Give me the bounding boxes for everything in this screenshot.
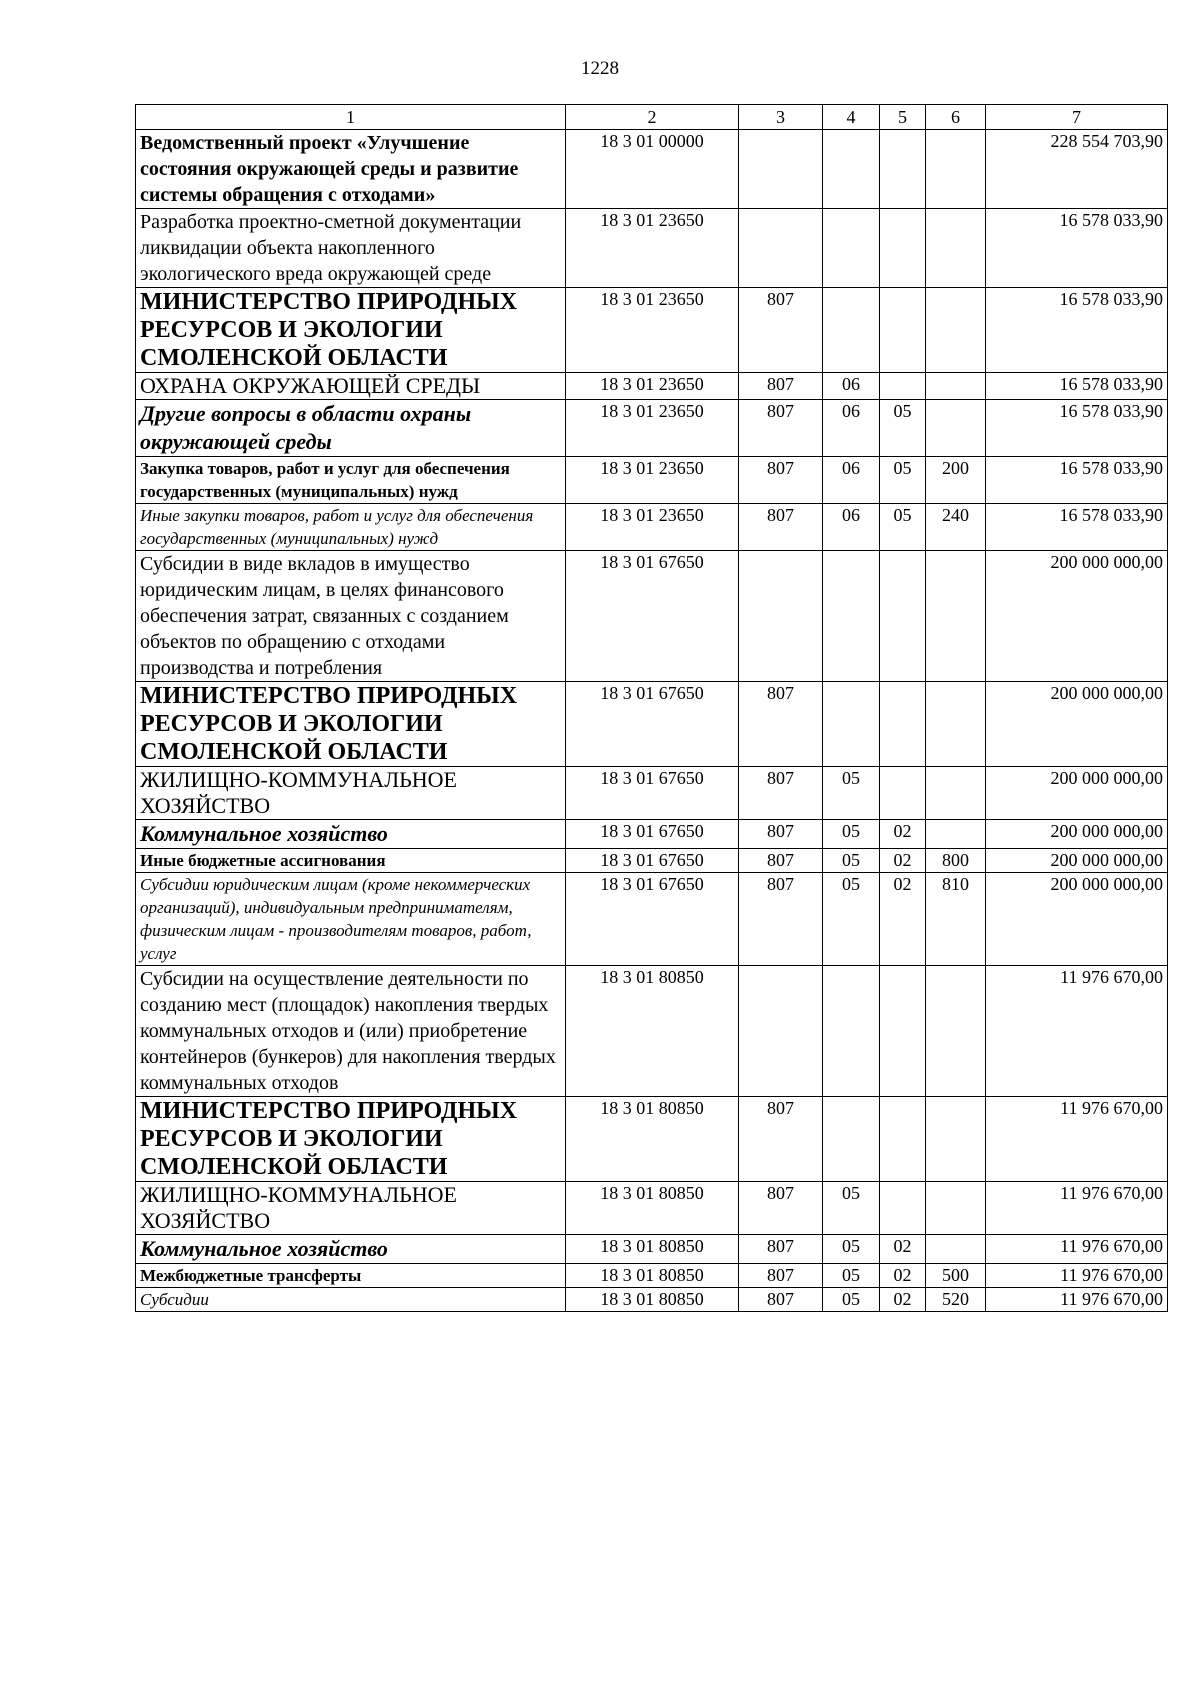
row-section-code: 05 [823, 1182, 880, 1235]
row-section-code: 06 [823, 457, 880, 504]
row-expense-type [926, 130, 986, 209]
row-section-code [823, 130, 880, 209]
table-row [136, 1182, 1168, 1235]
table-body [136, 130, 1168, 1312]
header-col-5: 5 [880, 105, 926, 130]
row-name: МИНИСТЕРСТВО ПРИРОДНЫХ РЕСУРСОВ И ЭКОЛОГИИ СМОЛЕНСКОЙ ОБЛАСТИ [136, 682, 566, 767]
table-row [136, 682, 1168, 767]
row-name: МИНИСТЕРСТВО ПРИРОДНЫХ РЕСУРСОВ И ЭКОЛОГИИ СМОЛЕНСКОЙ ОБЛАСТИ [136, 288, 566, 373]
row-subsection-code [880, 209, 926, 288]
row-target-code: 18 3 01 00000 [566, 130, 739, 209]
row-amount: 11 976 670,00 [986, 966, 1168, 1097]
row-ministry-code: 807 [739, 504, 823, 551]
row-section-code: 05 [823, 873, 880, 966]
row-ministry-code [739, 551, 823, 682]
row-amount: 11 976 670,00 [986, 1288, 1168, 1312]
row-amount: 200 000 000,00 [986, 873, 1168, 966]
row-name: Субсидии на осуществление деятельности по созданию мест (площадок) накопления твердых коммунальных отходов и (или) приобретение контейнеров (бункеров) для накопления твердых коммунальных отходов [136, 966, 566, 1097]
row-section-code: 05 [823, 849, 880, 873]
row-expense-type [926, 551, 986, 682]
table-row [136, 373, 1168, 400]
row-amount: 200 000 000,00 [986, 767, 1168, 820]
row-expense-type: 200 [926, 457, 986, 504]
row-expense-type [926, 1235, 986, 1264]
row-ministry-code: 807 [739, 873, 823, 966]
row-target-code: 18 3 01 23650 [566, 504, 739, 551]
table-row [136, 820, 1168, 849]
row-target-code: 18 3 01 80850 [566, 1264, 739, 1288]
row-amount: 16 578 033,90 [986, 457, 1168, 504]
row-ministry-code: 807 [739, 1264, 823, 1288]
row-expense-type [926, 373, 986, 400]
row-section-code [823, 209, 880, 288]
row-subsection-code: 02 [880, 1288, 926, 1312]
row-ministry-code: 807 [739, 373, 823, 400]
table-row [136, 551, 1168, 682]
row-section-code: 05 [823, 1264, 880, 1288]
header-col-7: 7 [986, 105, 1168, 130]
row-section-code [823, 682, 880, 767]
row-ministry-code: 807 [739, 288, 823, 373]
row-section-code [823, 551, 880, 682]
page-number: 1228 [581, 58, 619, 79]
row-amount: 16 578 033,90 [986, 373, 1168, 400]
row-ministry-code: 807 [739, 1097, 823, 1182]
row-subsection-code: 02 [880, 849, 926, 873]
row-target-code: 18 3 01 67650 [566, 551, 739, 682]
row-subsection-code [880, 288, 926, 373]
row-subsection-code: 02 [880, 873, 926, 966]
row-target-code: 18 3 01 23650 [566, 457, 739, 504]
row-name: Другие вопросы в области охраны окружающей среды [136, 400, 566, 457]
row-amount: 11 976 670,00 [986, 1235, 1168, 1264]
header-col-3: 3 [739, 105, 823, 130]
row-expense-type [926, 966, 986, 1097]
header-col-1: 1 [136, 105, 566, 130]
row-expense-type [926, 1097, 986, 1182]
row-target-code: 18 3 01 67650 [566, 767, 739, 820]
row-amount: 200 000 000,00 [986, 820, 1168, 849]
row-amount: 200 000 000,00 [986, 551, 1168, 682]
row-target-code: 18 3 01 80850 [566, 1288, 739, 1312]
table-row [136, 1235, 1168, 1264]
row-name: Иные бюджетные ассигнования [136, 849, 566, 873]
row-name: Коммунальное хозяйство [136, 1235, 566, 1264]
row-expense-type: 810 [926, 873, 986, 966]
row-name: Иные закупки товаров, работ и услуг для обеспечения государственных (муниципальных) нужд [136, 504, 566, 551]
row-name: Субсидии [136, 1288, 566, 1312]
budget-table [135, 104, 1168, 1312]
row-target-code: 18 3 01 80850 [566, 1097, 739, 1182]
row-subsection-code [880, 966, 926, 1097]
table-row [136, 1288, 1168, 1312]
table-row [136, 130, 1168, 209]
row-name: Ведомственный проект «Улучшение состояния окружающей среды и развитие системы обращения с отходами» [136, 130, 566, 209]
header-col-2: 2 [566, 105, 739, 130]
row-expense-type: 500 [926, 1264, 986, 1288]
row-expense-type [926, 400, 986, 457]
table-row [136, 400, 1168, 457]
row-subsection-code [880, 767, 926, 820]
row-name: Коммунальное хозяйство [136, 820, 566, 849]
row-expense-type [926, 288, 986, 373]
row-name: ОХРАНА ОКРУЖАЮЩЕЙ СРЕДЫ [136, 373, 566, 400]
row-subsection-code: 02 [880, 1264, 926, 1288]
table-row [136, 504, 1168, 551]
row-subsection-code: 02 [880, 820, 926, 849]
row-name: МИНИСТЕРСТВО ПРИРОДНЫХ РЕСУРСОВ И ЭКОЛОГИИ СМОЛЕНСКОЙ ОБЛАСТИ [136, 1097, 566, 1182]
table-row [136, 849, 1168, 873]
row-section-code: 06 [823, 373, 880, 400]
row-ministry-code: 807 [739, 767, 823, 820]
row-ministry-code: 807 [739, 682, 823, 767]
table-row [136, 209, 1168, 288]
row-ministry-code: 807 [739, 400, 823, 457]
row-ministry-code: 807 [739, 1288, 823, 1312]
table-row [136, 1264, 1168, 1288]
row-amount: 200 000 000,00 [986, 682, 1168, 767]
row-section-code: 05 [823, 767, 880, 820]
row-name: ЖИЛИЩНО-КОММУНАЛЬНОЕ ХОЗЯЙСТВО [136, 1182, 566, 1235]
row-section-code: 05 [823, 820, 880, 849]
row-target-code: 18 3 01 67650 [566, 820, 739, 849]
row-section-code [823, 1097, 880, 1182]
table-row [136, 966, 1168, 1097]
row-ministry-code: 807 [739, 849, 823, 873]
row-subsection-code: 05 [880, 457, 926, 504]
row-name: Межбюджетные трансферты [136, 1264, 566, 1288]
row-target-code: 18 3 01 67650 [566, 682, 739, 767]
row-target-code: 18 3 01 80850 [566, 966, 739, 1097]
row-ministry-code: 807 [739, 457, 823, 504]
row-target-code: 18 3 01 67650 [566, 873, 739, 966]
row-target-code: 18 3 01 80850 [566, 1235, 739, 1264]
table-header-row [136, 105, 1168, 130]
row-expense-type: 520 [926, 1288, 986, 1312]
row-target-code: 18 3 01 23650 [566, 373, 739, 400]
row-name: Закупка товаров, работ и услуг для обеспечения государственных (муниципальных) нужд [136, 457, 566, 504]
row-subsection-code [880, 551, 926, 682]
row-subsection-code [880, 130, 926, 209]
row-subsection-code [880, 373, 926, 400]
table-row [136, 1097, 1168, 1182]
row-amount: 16 578 033,90 [986, 400, 1168, 457]
row-amount: 11 976 670,00 [986, 1182, 1168, 1235]
row-amount: 16 578 033,90 [986, 504, 1168, 551]
row-section-code: 05 [823, 1288, 880, 1312]
row-section-code [823, 288, 880, 373]
row-name: Субсидии в виде вкладов в имущество юридическим лицам, в целях финансового обеспечения затрат, связанных с созданием объектов по обращению с отходами производства и потребления [136, 551, 566, 682]
row-subsection-code [880, 682, 926, 767]
row-expense-type: 240 [926, 504, 986, 551]
row-ministry-code [739, 130, 823, 209]
table-row [136, 288, 1168, 373]
row-amount: 16 578 033,90 [986, 288, 1168, 373]
row-target-code: 18 3 01 80850 [566, 1182, 739, 1235]
row-ministry-code: 807 [739, 1235, 823, 1264]
row-ministry-code: 807 [739, 1182, 823, 1235]
row-target-code: 18 3 01 23650 [566, 288, 739, 373]
row-target-code: 18 3 01 23650 [566, 209, 739, 288]
row-section-code: 06 [823, 400, 880, 457]
row-subsection-code: 05 [880, 504, 926, 551]
row-subsection-code [880, 1097, 926, 1182]
row-expense-type [926, 767, 986, 820]
row-subsection-code [880, 1182, 926, 1235]
header-col-6: 6 [926, 105, 986, 130]
table-row [136, 767, 1168, 820]
row-ministry-code [739, 966, 823, 1097]
row-ministry-code: 807 [739, 820, 823, 849]
row-amount: 200 000 000,00 [986, 849, 1168, 873]
row-ministry-code [739, 209, 823, 288]
row-amount: 11 976 670,00 [986, 1264, 1168, 1288]
row-section-code [823, 966, 880, 1097]
row-target-code: 18 3 01 23650 [566, 400, 739, 457]
row-expense-type [926, 820, 986, 849]
table-row [136, 457, 1168, 504]
row-target-code: 18 3 01 67650 [566, 849, 739, 873]
table-row [136, 873, 1168, 966]
row-expense-type [926, 682, 986, 767]
row-amount: 16 578 033,90 [986, 209, 1168, 288]
row-amount: 228 554 703,90 [986, 130, 1168, 209]
row-name: Разработка проектно-сметной документации ликвидации объекта накопленного экологического вреда окружающей среде [136, 209, 566, 288]
row-subsection-code: 05 [880, 400, 926, 457]
row-expense-type [926, 1182, 986, 1235]
row-expense-type: 800 [926, 849, 986, 873]
header-col-4: 4 [823, 105, 880, 130]
row-name: ЖИЛИЩНО-КОММУНАЛЬНОЕ ХОЗЯЙСТВО [136, 767, 566, 820]
row-subsection-code: 02 [880, 1235, 926, 1264]
row-section-code: 05 [823, 1235, 880, 1264]
row-name: Субсидии юридическим лицам (кроме некоммерческих организаций), индивидуальным предпринимателям, физическим лицам - производителям товаров, работ, услуг [136, 873, 566, 966]
row-expense-type [926, 209, 986, 288]
row-section-code: 06 [823, 504, 880, 551]
row-amount: 11 976 670,00 [986, 1097, 1168, 1182]
